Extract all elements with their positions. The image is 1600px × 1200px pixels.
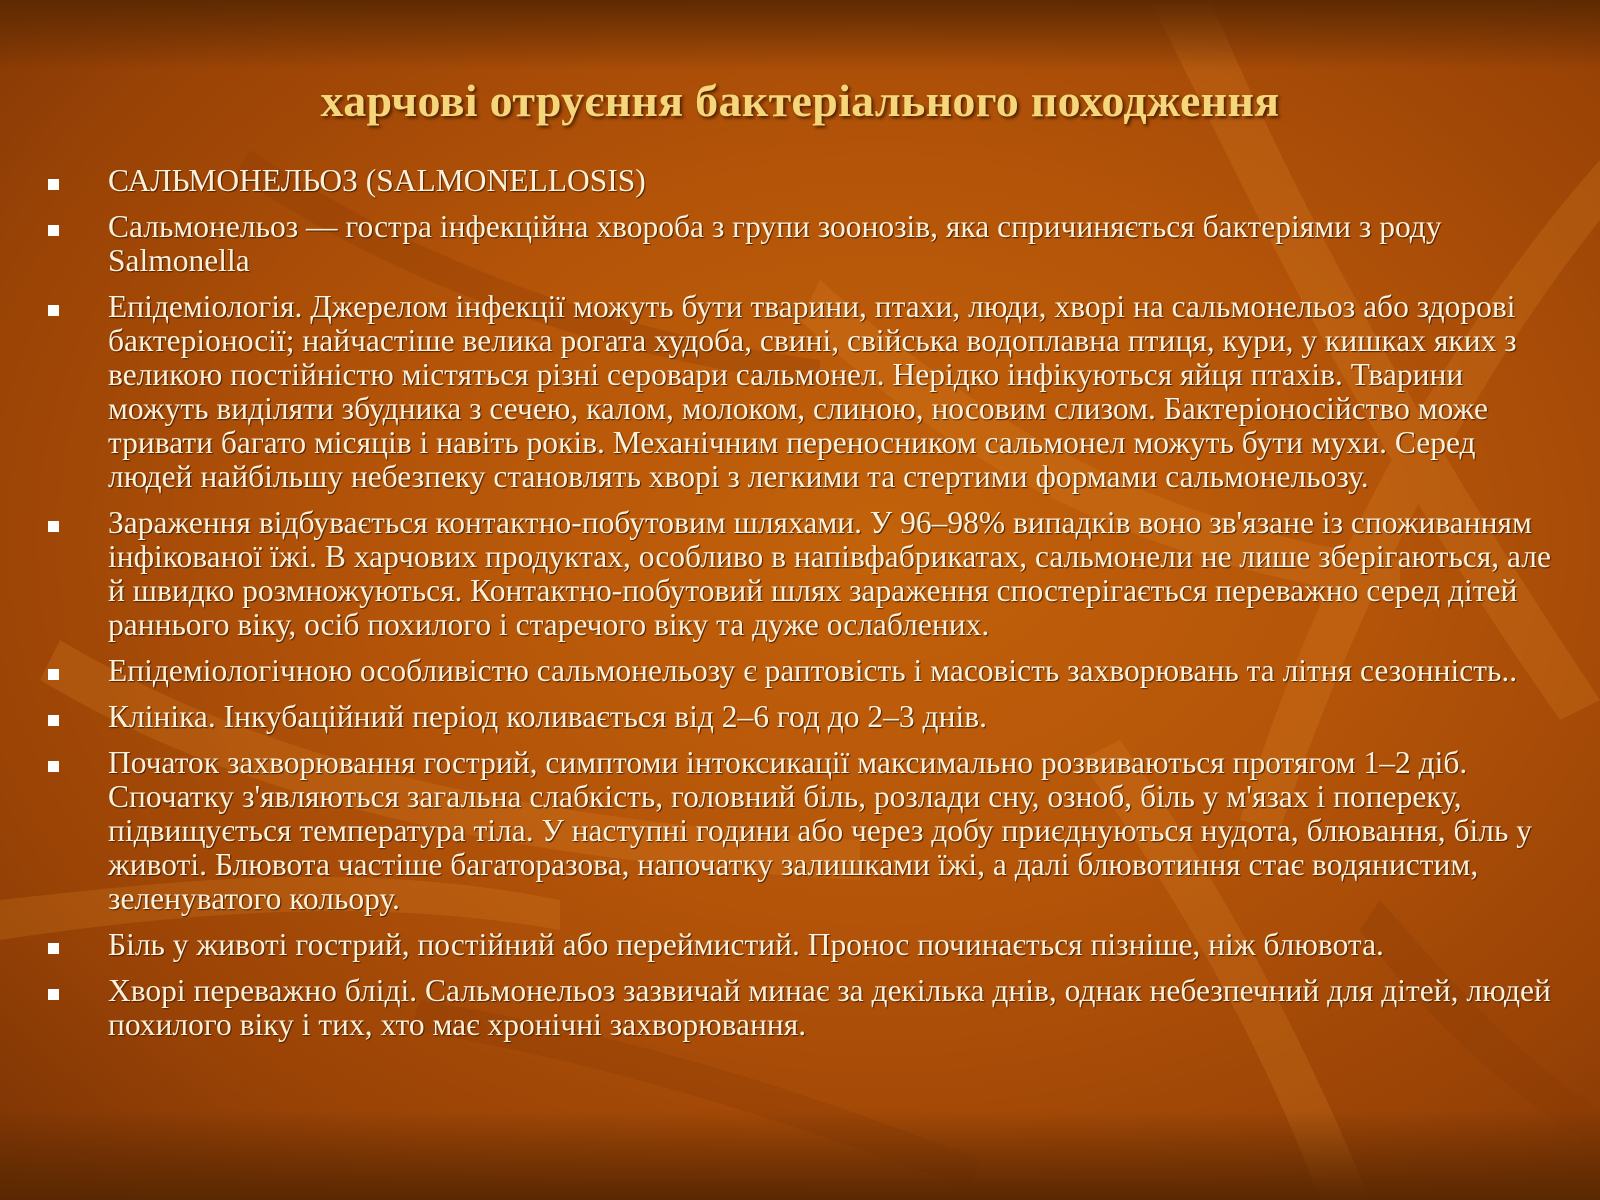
bullet-item-clinic — [0, 700, 1600, 734]
bottom-shade — [0, 1110, 1600, 1200]
square-bullet-icon — [48, 305, 59, 316]
bullet-text: САЛЬМОНЕЛЬОЗ (SALMONELLOSIS) — [108, 163, 646, 198]
square-bullet-icon — [48, 225, 59, 236]
bullet-item-prognosis — [0, 974, 1600, 1042]
top-shade — [0, 0, 1600, 70]
square-bullet-icon — [48, 761, 59, 772]
square-bullet-icon — [48, 943, 59, 954]
square-bullet-icon — [48, 521, 59, 532]
bullet-text: Початок захворювання гострий, симптоми інтоксикації максимально розвиваються протягом 1–2 діб. Спочатку з'являються загальна слабкість, головний біль, розлади сну, озноб, біль у м'язах і попереку, підвищується температура тіла. У наступні години або через добу приєднуються нудота, блювання, біль у животі. Блювота частіше багаторазова, напочатку залишками їжі, а далі блювотиння стає водянистим, зеленуватого кольору. — [108, 745, 1532, 916]
slide-title: харчові отруєння бактеріального походження — [320, 75, 1280, 126]
square-bullet-icon — [48, 989, 59, 1000]
bullet-item-abdominal-pain — [0, 928, 1600, 962]
square-bullet-icon — [48, 669, 59, 680]
bullet-text: Зараження відбувається контактно-побутовим шляхами. У 96–98% випадків воно зв'язане із споживанням інфікованої їжі. В харчових продуктах, особливо в напівфабрикатах, сальмонели не лише зберігаються, але й швидко розмножуються. Контактно-побутовий шлях зараження спостерігається переважно серед дітей раннього віку, осіб похилого і старечого віку та дуже ослаблених. — [108, 505, 1551, 642]
bullet-item-seasonality — [0, 654, 1600, 688]
bullet-item-definition — [0, 210, 1600, 278]
bullet-item-epidemiology — [0, 290, 1600, 494]
bullet-text: Клініка. Інкубаційний період коливається від 2–6 год до 2–3 днів. — [108, 699, 987, 734]
bullet-list — [0, 164, 1600, 1054]
square-bullet-icon — [48, 179, 59, 190]
bullet-item-onset — [0, 746, 1600, 916]
bullet-item-transmission — [0, 506, 1600, 642]
bullet-text: Сальмонельоз — гостра інфекційна хвороба з групи зоонозів, яка спричиняється бактеріями з роду Salmonella — [108, 209, 1442, 278]
bullet-text: Біль у животі гострий, постійний або переймистий. Пронос починається пізніше, ніж блювота. — [108, 927, 1384, 962]
bullet-text: Хворі переважно бліді. Сальмонельоз зазвичай минає за декілька днів, однак небезпечний для дітей, людей похилого віку і тих, хто має хронічні захворювання. — [108, 973, 1551, 1042]
bullet-text: Епідеміологічною особливістю сальмонельозу є раптовість і масовість захворювань та літня сезонність.. — [108, 653, 1518, 688]
bullet-text: Епідеміологія. Джерелом інфекції можуть бути тварини, птахи, люди, хворі на сальмонельоз або здорові бактеріоносії; найчастіше велика рогата худоба, свині, свійська водоплавна птиця, кури, у кишках яких з великою постійністю містяться різні серовари сальмонел. Нерідко інфікуються яйця птахів. Тварини можуть виділяти збудника з сечею, калом, молоком, слиною, носовим слизом. Бактеріоносійство може тривати багато місяців і навіть років. Механічним переносником сальмонел можуть бути мухи. Серед людей найбільшу небезпеку становлять хворі з легкими та стертими формами сальмонельозу. — [108, 289, 1517, 494]
square-bullet-icon — [48, 715, 59, 726]
bullet-item-salmonellosis-heading — [0, 164, 1600, 198]
